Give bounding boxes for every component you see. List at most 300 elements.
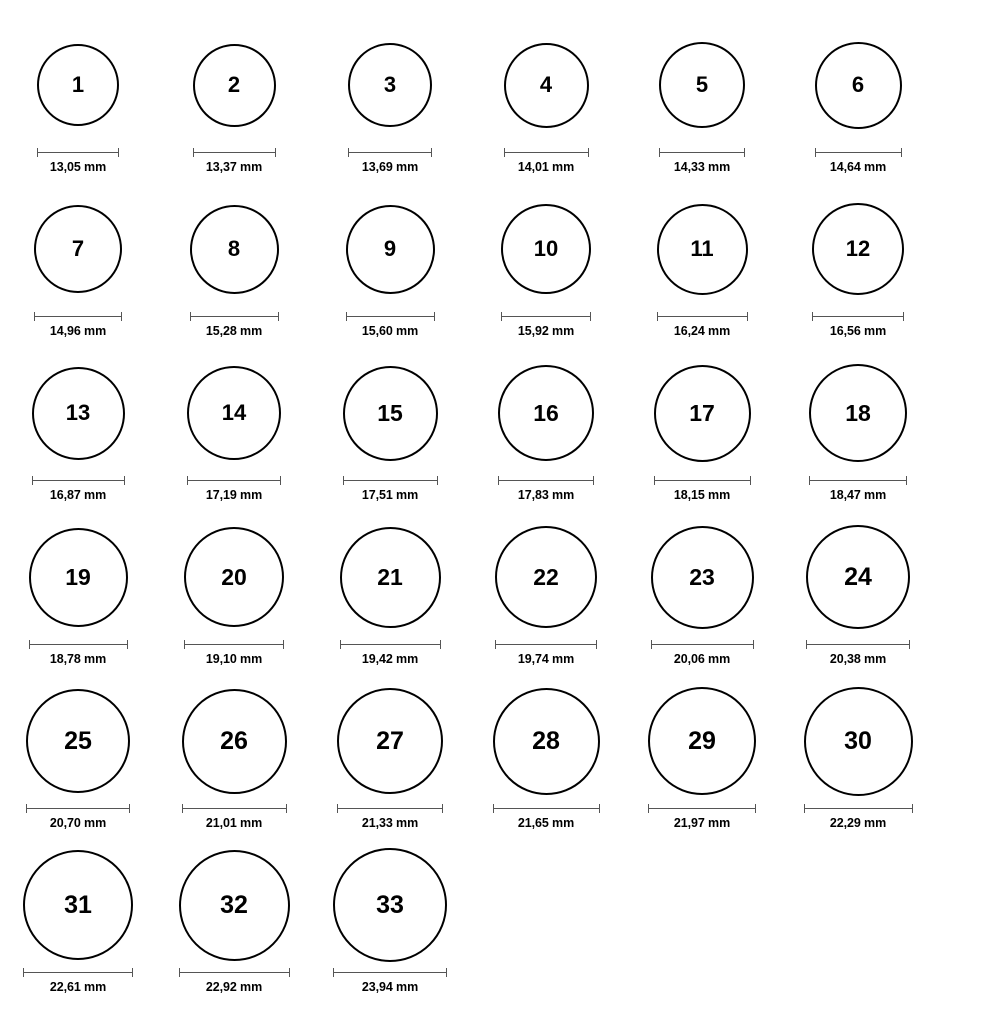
caliper-icon — [34, 312, 122, 321]
ring-diameter-label: 17,19 mm — [205, 488, 263, 502]
caliper-tick-left — [657, 312, 658, 321]
ring-measurement — [32, 476, 125, 502]
ring-circle-icon — [809, 364, 907, 462]
ring-circle-icon — [29, 528, 128, 627]
caliper-tick-right — [129, 804, 130, 813]
caliper-tick-left — [495, 640, 496, 649]
ring-size-item — [468, 356, 624, 502]
ring-size-number: 13 — [65, 400, 91, 425]
caliper-icon — [337, 804, 443, 813]
caliper-icon — [37, 148, 119, 157]
ring-measurement — [804, 804, 913, 830]
ring-diameter-label: 21,33 mm — [361, 816, 419, 830]
ring-size-item — [780, 684, 936, 830]
ring-size-item — [624, 192, 780, 338]
ring-size-number: 11 — [690, 236, 714, 261]
ring-size-item — [468, 684, 624, 830]
ring-circle-icon — [343, 366, 438, 461]
ring-measurement — [179, 968, 290, 994]
caliper-icon — [184, 640, 284, 649]
ring-circle-icon — [348, 43, 432, 127]
ring-diameter-label: 22,29 mm — [829, 816, 887, 830]
ring-size-item — [468, 520, 624, 666]
ring-row — [0, 848, 1000, 994]
ring-size-number: 1 — [71, 72, 85, 97]
ring-row — [0, 28, 1000, 174]
ring-row — [0, 192, 1000, 338]
ring-circle-icon — [32, 367, 125, 460]
ring-circle-icon — [190, 205, 279, 294]
caliper-tick-right — [590, 312, 591, 321]
caliper-icon — [179, 968, 290, 977]
caliper-tick-right — [596, 640, 597, 649]
ring-size-item — [312, 192, 468, 338]
ring-measurement — [815, 148, 902, 174]
ring-size-item — [312, 684, 468, 830]
ring-measurement — [501, 312, 591, 338]
ring-circle-wrap — [193, 28, 276, 142]
ring-size-number: 21 — [377, 563, 403, 590]
ring-circle-icon — [495, 526, 597, 628]
ring-circle-icon — [26, 689, 130, 793]
caliper-icon — [32, 476, 125, 485]
caliper-icon — [190, 312, 279, 321]
caliper-tick-right — [755, 804, 756, 813]
ring-size-item — [780, 356, 936, 502]
caliper-tick-right — [906, 476, 907, 485]
ring-circle-wrap — [501, 192, 591, 306]
ring-diameter-label: 13,37 mm — [205, 160, 263, 174]
ring-measurement — [504, 148, 589, 174]
ring-size-number: 5 — [695, 72, 709, 97]
ring-diameter-label: 14,64 mm — [829, 160, 887, 174]
ring-size-item — [312, 848, 468, 994]
caliper-tick-left — [504, 148, 505, 157]
ring-measurement — [493, 804, 600, 830]
caliper-tick-left — [37, 148, 38, 157]
ring-circle-icon — [340, 527, 441, 628]
caliper-tick-right — [127, 640, 128, 649]
caliper-tick-left — [26, 804, 27, 813]
ring-diameter-label: 15,28 mm — [205, 324, 263, 338]
ring-diameter-label: 14,01 mm — [517, 160, 575, 174]
ring-circle-wrap — [493, 684, 600, 798]
ring-size-number: 16 — [533, 399, 559, 426]
ring-circle-wrap — [26, 684, 130, 798]
ring-measurement — [187, 476, 281, 502]
ring-circle-wrap — [23, 848, 133, 962]
caliper-bar — [809, 480, 907, 481]
caliper-tick-left — [651, 640, 652, 649]
ring-size-number: 17 — [689, 399, 715, 426]
ring-diameter-label: 16,56 mm — [829, 324, 887, 338]
ring-size-item — [156, 520, 312, 666]
ring-diameter-label: 18,47 mm — [829, 488, 887, 502]
caliper-bar — [26, 808, 130, 809]
ring-circle-icon — [346, 205, 435, 294]
ring-size-number: 15 — [377, 399, 403, 426]
caliper-tick-right — [744, 148, 745, 157]
caliper-bar — [498, 480, 594, 481]
caliper-tick-left — [812, 312, 813, 321]
ring-size-item — [780, 192, 936, 338]
caliper-tick-left — [190, 312, 191, 321]
ring-diameter-label: 16,24 mm — [673, 324, 731, 338]
caliper-tick-right — [118, 148, 119, 157]
ring-circle-icon — [37, 44, 119, 126]
caliper-icon — [809, 476, 907, 485]
caliper-bar — [659, 152, 745, 153]
ring-circle-wrap — [659, 28, 745, 142]
ring-circle-icon — [337, 688, 443, 794]
ring-measurement — [348, 148, 432, 174]
ring-size-item — [156, 356, 312, 502]
ring-circle-wrap — [187, 356, 281, 470]
caliper-tick-right — [280, 476, 281, 485]
ring-size-number: 6 — [851, 72, 865, 97]
caliper-tick-left — [23, 968, 24, 977]
ring-circle-wrap — [32, 356, 125, 470]
caliper-tick-right — [286, 804, 287, 813]
caliper-tick-right — [124, 476, 125, 485]
ring-diameter-label: 20,38 mm — [829, 652, 887, 666]
ring-size-item — [312, 356, 468, 502]
ring-size-item — [312, 520, 468, 666]
ring-size-item — [0, 684, 156, 830]
caliper-tick-right — [132, 968, 133, 977]
ring-circle-wrap — [804, 684, 913, 798]
caliper-bar — [340, 644, 441, 645]
caliper-icon — [343, 476, 438, 485]
ring-circle-wrap — [495, 520, 597, 634]
ring-circle-icon — [659, 42, 745, 128]
ring-size-number: 29 — [688, 726, 716, 755]
ring-circle-wrap — [348, 28, 432, 142]
caliper-icon — [182, 804, 287, 813]
ring-measurement — [29, 640, 128, 666]
caliper-bar — [812, 316, 904, 317]
ring-row — [0, 356, 1000, 502]
caliper-icon — [504, 148, 589, 157]
ring-diameter-label: 14,96 mm — [49, 324, 107, 338]
caliper-icon — [648, 804, 756, 813]
ring-circle-icon — [657, 204, 748, 295]
ring-size-item — [0, 28, 156, 174]
ring-size-item — [624, 684, 780, 830]
caliper-tick-right — [750, 476, 751, 485]
caliper-tick-right — [903, 312, 904, 321]
ring-measurement — [343, 476, 438, 502]
ring-measurement — [495, 640, 597, 666]
caliper-icon — [29, 640, 128, 649]
ring-size-item — [780, 520, 936, 666]
caliper-bar — [32, 480, 125, 481]
ring-size-number: 8 — [227, 236, 241, 261]
ring-circle-icon — [806, 525, 910, 629]
ring-row — [0, 684, 1000, 830]
caliper-tick-left — [809, 476, 810, 485]
ring-measurement — [654, 476, 751, 502]
caliper-tick-right — [434, 312, 435, 321]
caliper-tick-right — [753, 640, 754, 649]
ring-size-number: 18 — [845, 399, 871, 426]
ring-diameter-label: 14,33 mm — [673, 160, 731, 174]
ring-measurement — [337, 804, 443, 830]
caliper-tick-left — [501, 312, 502, 321]
ring-circle-wrap — [654, 356, 751, 470]
caliper-icon — [187, 476, 281, 485]
ring-measurement — [340, 640, 441, 666]
caliper-tick-left — [337, 804, 338, 813]
caliper-bar — [187, 480, 281, 481]
ring-diameter-label: 20,06 mm — [673, 652, 731, 666]
ring-circle-icon — [493, 688, 600, 795]
ring-size-number: 23 — [689, 563, 715, 590]
ring-diameter-label: 21,65 mm — [517, 816, 575, 830]
ring-measurement — [184, 640, 284, 666]
caliper-icon — [493, 804, 600, 813]
ring-circle-icon — [193, 44, 276, 127]
ring-size-item — [156, 192, 312, 338]
caliper-bar — [29, 644, 128, 645]
caliper-bar — [815, 152, 902, 153]
ring-circle-wrap — [651, 520, 754, 634]
ring-measurement — [648, 804, 756, 830]
ring-circle-wrap — [333, 848, 447, 962]
caliper-bar — [193, 152, 276, 153]
ring-circle-wrap — [815, 28, 902, 142]
ring-diameter-label: 18,78 mm — [49, 652, 107, 666]
caliper-tick-right — [442, 804, 443, 813]
ring-circle-icon — [804, 687, 913, 796]
caliper-icon — [812, 312, 904, 321]
ring-circle-wrap — [182, 684, 287, 798]
ring-size-number: 32 — [220, 890, 248, 919]
ring-size-chart — [0, 28, 1000, 1028]
ring-measurement — [651, 640, 754, 666]
ring-circle-wrap — [179, 848, 290, 962]
ring-circle-icon — [179, 850, 290, 961]
caliper-tick-right — [912, 804, 913, 813]
ring-size-number: 14 — [221, 400, 247, 425]
caliper-bar — [333, 972, 447, 973]
caliper-bar — [504, 152, 589, 153]
caliper-tick-right — [431, 148, 432, 157]
caliper-tick-right — [440, 640, 441, 649]
caliper-tick-right — [593, 476, 594, 485]
ring-circle-wrap — [337, 684, 443, 798]
caliper-bar — [651, 644, 754, 645]
caliper-tick-left — [815, 148, 816, 157]
ring-measurement — [806, 640, 910, 666]
ring-diameter-label: 19,42 mm — [361, 652, 419, 666]
caliper-icon — [657, 312, 748, 321]
caliper-bar — [23, 972, 133, 973]
caliper-tick-left — [184, 640, 185, 649]
caliper-tick-right — [909, 640, 910, 649]
caliper-tick-right — [446, 968, 447, 977]
ring-diameter-label: 22,92 mm — [205, 980, 263, 994]
caliper-bar — [806, 644, 910, 645]
caliper-icon — [654, 476, 751, 485]
caliper-icon — [815, 148, 902, 157]
ring-size-number: 20 — [221, 563, 247, 590]
caliper-bar — [501, 316, 591, 317]
caliper-bar — [495, 644, 597, 645]
ring-row — [0, 520, 1000, 666]
ring-circle-icon — [34, 205, 122, 293]
caliper-icon — [498, 476, 594, 485]
ring-measurement — [37, 148, 119, 174]
ring-circle-icon — [651, 526, 754, 629]
ring-diameter-label: 19,74 mm — [517, 652, 575, 666]
ring-size-number: 30 — [844, 726, 872, 755]
ring-circle-wrap — [812, 192, 904, 306]
ring-size-number: 31 — [64, 890, 92, 919]
ring-size-number: 24 — [844, 562, 872, 591]
caliper-bar — [804, 808, 913, 809]
ring-size-item — [468, 28, 624, 174]
caliper-tick-left — [498, 476, 499, 485]
ring-diameter-label: 21,01 mm — [205, 816, 263, 830]
caliper-bar — [346, 316, 435, 317]
ring-circle-wrap — [504, 28, 589, 142]
caliper-tick-left — [187, 476, 188, 485]
caliper-tick-left — [654, 476, 655, 485]
ring-size-item — [624, 28, 780, 174]
ring-diameter-label: 17,83 mm — [517, 488, 575, 502]
caliper-icon — [806, 640, 910, 649]
ring-circle-wrap — [184, 520, 284, 634]
caliper-tick-left — [659, 148, 660, 157]
caliper-icon — [23, 968, 133, 977]
caliper-tick-left — [34, 312, 35, 321]
caliper-bar — [657, 316, 748, 317]
ring-circle-icon — [501, 204, 591, 294]
caliper-icon — [340, 640, 441, 649]
caliper-tick-right — [289, 968, 290, 977]
ring-size-number: 27 — [376, 726, 404, 755]
ring-size-number: 9 — [383, 236, 397, 261]
caliper-tick-left — [493, 804, 494, 813]
caliper-bar — [34, 316, 122, 317]
ring-size-item — [156, 684, 312, 830]
caliper-tick-left — [340, 640, 341, 649]
caliper-tick-left — [348, 148, 349, 157]
ring-size-number: 33 — [376, 890, 404, 919]
caliper-tick-right — [901, 148, 902, 157]
caliper-tick-left — [804, 804, 805, 813]
caliper-icon — [804, 804, 913, 813]
caliper-tick-left — [333, 968, 334, 977]
ring-diameter-label: 17,51 mm — [361, 488, 419, 502]
ring-circle-wrap — [806, 520, 910, 634]
caliper-tick-left — [648, 804, 649, 813]
caliper-bar — [190, 316, 279, 317]
ring-size-number: 10 — [533, 236, 559, 261]
ring-diameter-label: 13,69 mm — [361, 160, 419, 174]
ring-size-item — [0, 356, 156, 502]
ring-circle-icon — [812, 203, 904, 295]
caliper-icon — [26, 804, 130, 813]
caliper-tick-right — [283, 640, 284, 649]
ring-circle-wrap — [34, 192, 122, 306]
ring-measurement — [659, 148, 745, 174]
ring-diameter-label: 15,60 mm — [361, 324, 419, 338]
caliper-tick-left — [182, 804, 183, 813]
ring-circle-wrap — [340, 520, 441, 634]
ring-circle-wrap — [190, 192, 279, 306]
ring-size-item — [312, 28, 468, 174]
ring-circle-icon — [498, 365, 594, 461]
caliper-tick-left — [346, 312, 347, 321]
ring-circle-icon — [504, 43, 589, 128]
caliper-bar — [337, 808, 443, 809]
ring-circle-icon — [184, 527, 284, 627]
ring-measurement — [333, 968, 447, 994]
caliper-bar — [182, 808, 287, 809]
ring-circle-wrap — [648, 684, 756, 798]
ring-size-item — [156, 28, 312, 174]
ring-measurement — [193, 148, 276, 174]
ring-size-item — [0, 520, 156, 666]
caliper-icon — [348, 148, 432, 157]
ring-size-item — [156, 848, 312, 994]
ring-size-item — [624, 520, 780, 666]
ring-measurement — [657, 312, 748, 338]
caliper-icon — [651, 640, 754, 649]
caliper-tick-right — [278, 312, 279, 321]
caliper-tick-left — [806, 640, 807, 649]
ring-size-number: 4 — [539, 72, 553, 97]
ring-size-number: 26 — [220, 726, 248, 755]
caliper-tick-left — [343, 476, 344, 485]
ring-size-number: 2 — [227, 72, 241, 97]
ring-diameter-label: 18,15 mm — [673, 488, 731, 502]
ring-circle-wrap — [498, 356, 594, 470]
caliper-bar — [184, 644, 284, 645]
caliper-bar — [348, 152, 432, 153]
caliper-tick-left — [32, 476, 33, 485]
ring-diameter-label: 19,10 mm — [205, 652, 263, 666]
ring-measurement — [23, 968, 133, 994]
ring-circle-icon — [648, 687, 756, 795]
caliper-tick-right — [275, 148, 276, 157]
ring-circle-wrap — [29, 520, 128, 634]
ring-size-item — [0, 848, 156, 994]
caliper-tick-left — [29, 640, 30, 649]
ring-circle-icon — [654, 365, 751, 462]
caliper-tick-left — [193, 148, 194, 157]
ring-size-item — [468, 192, 624, 338]
caliper-bar — [493, 808, 600, 809]
ring-circle-wrap — [343, 356, 438, 470]
ring-circle-wrap — [657, 192, 748, 306]
ring-size-number: 28 — [532, 726, 560, 755]
ring-circle-wrap — [37, 28, 119, 142]
caliper-tick-right — [588, 148, 589, 157]
caliper-bar — [654, 480, 751, 481]
ring-diameter-label: 20,70 mm — [49, 816, 107, 830]
caliper-icon — [659, 148, 745, 157]
ring-size-number: 12 — [845, 236, 871, 261]
ring-circle-icon — [23, 850, 133, 960]
ring-diameter-label: 16,87 mm — [49, 488, 107, 502]
ring-size-item — [624, 356, 780, 502]
ring-measurement — [26, 804, 130, 830]
ring-circle-icon — [815, 42, 902, 129]
ring-size-number: 22 — [533, 563, 559, 590]
